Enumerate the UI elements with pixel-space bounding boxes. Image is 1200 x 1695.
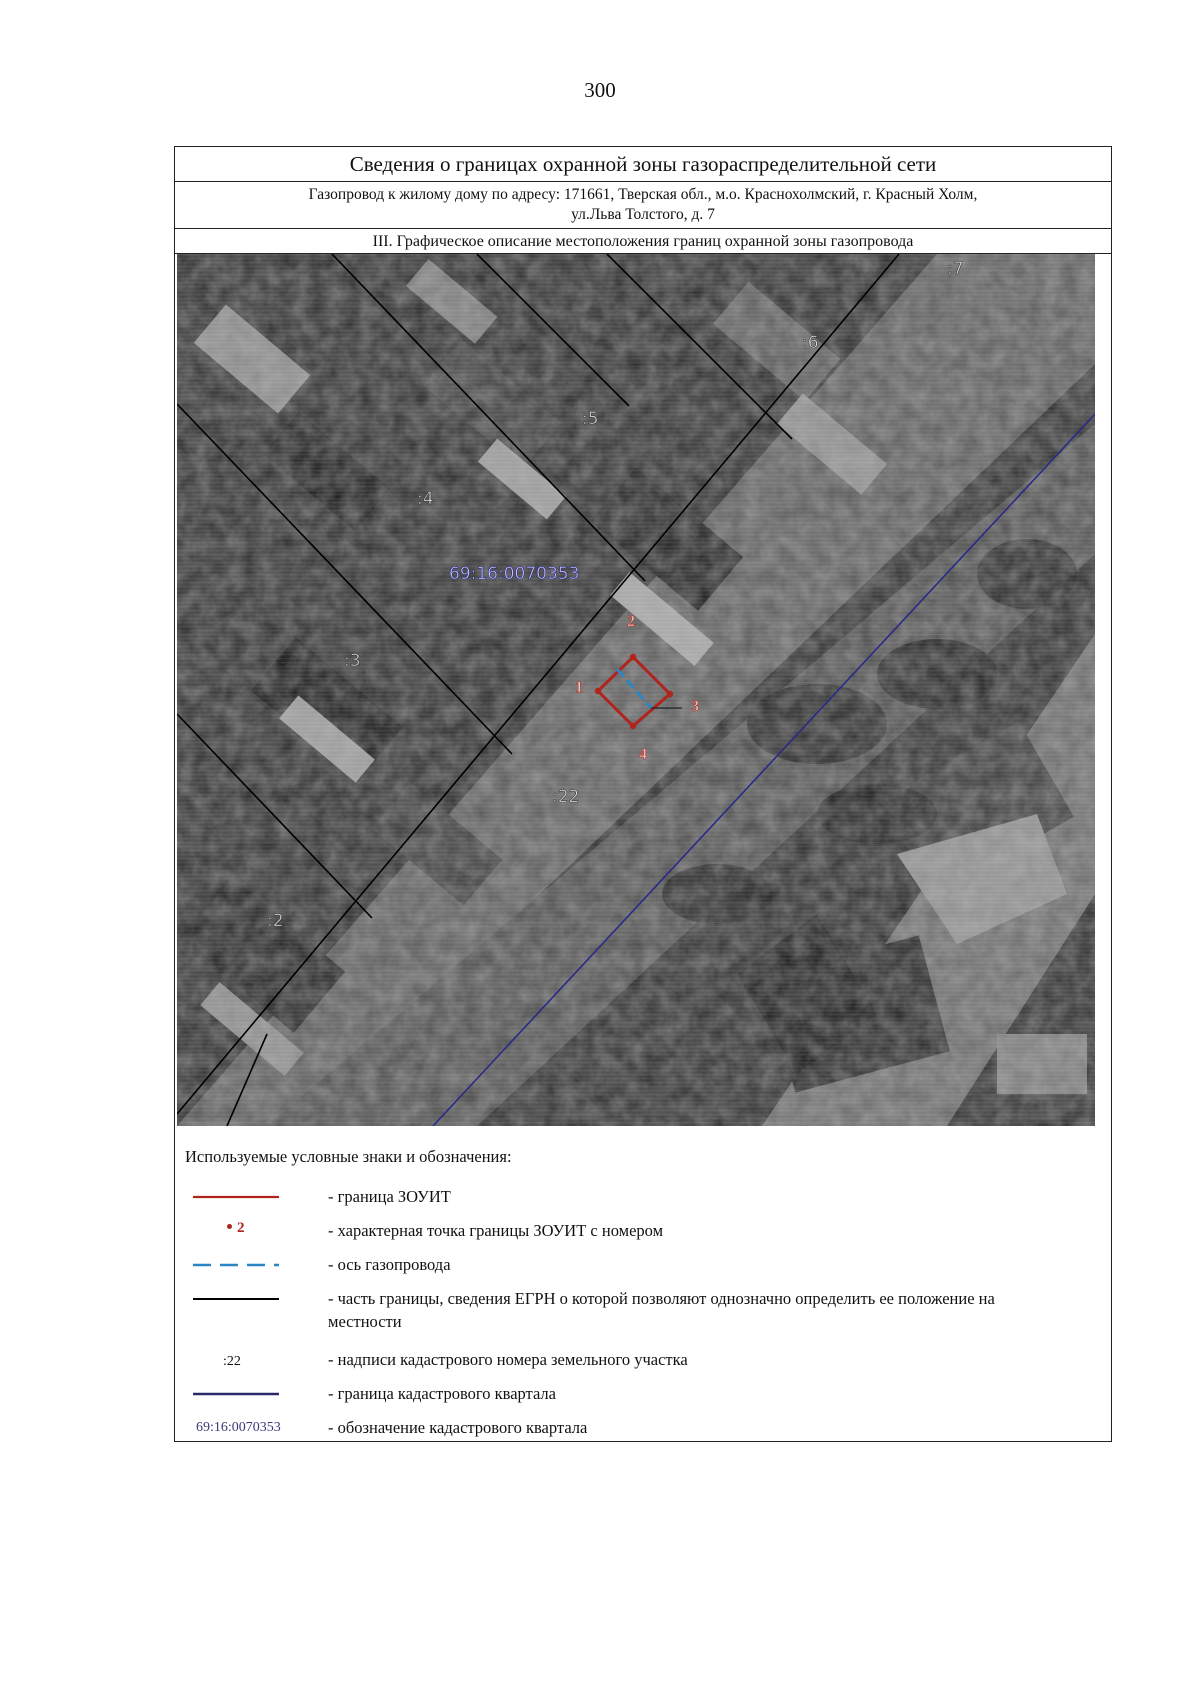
section-title: III. Графическое описание местоположения границ охранной зоны газопровода [175,229,1111,254]
legend-item-quarter-label [175,1413,1111,1443]
map-canvas [177,254,1095,1126]
blue-dashed-line-symbol [187,1250,287,1280]
parcel-label-3: :3 [344,651,361,671]
legend-label: - ось газопровода [328,1255,451,1274]
point-label-2: 2 [627,613,635,630]
navy-line-symbol [187,1379,287,1409]
legend-item-quarter-boundary [175,1379,1111,1409]
zone-point-1 [595,688,601,694]
red-point-symbol [187,1216,287,1246]
legend-label: - граница ЗОУИТ [328,1187,451,1206]
legend-item-parcel-boundary [175,1284,1111,1336]
quarter-label: 69:16:0070353 [449,564,580,584]
red-line-symbol [187,1182,287,1212]
address-line-1: Газопровод к жилому дому по адресу: 171661, Тверская обл., м.о. Краснохолмский, г. Красный Холм, [308,186,978,203]
legend-title: Используемые условные знаки и обозначения: [185,1147,512,1166]
parcel-label-2: :2 [267,911,284,931]
zone-point-3 [667,691,673,697]
legend-label: - надписи кадастрового номера земельного участка [328,1350,688,1369]
point-label-4: 4 [639,746,647,763]
aerial-map [177,254,1095,1126]
point-label-1: 1 [575,679,583,696]
point-number-sample: 2 [237,1220,245,1236]
legend-label: - характерная точка границы ЗОУИТ с номером [328,1221,664,1240]
parcel-label-sample: :22 [223,1354,241,1369]
point-label-3: 3 [691,698,699,715]
parcel-label-symbol [187,1345,287,1375]
legend-label: - граница кадастрового квартала [328,1384,556,1403]
parcel-label-5: :5 [582,409,599,429]
document-frame [174,146,1112,1442]
zone-point-4 [630,723,636,729]
scanlines [177,254,1095,1126]
legend-label: - обозначение кадастрового квартала [328,1418,588,1437]
document-title: Сведения о границах охранной зоны газораспределительной сети [175,147,1111,182]
legend-item-zone-point [175,1216,1111,1246]
quarter-label-sample: 69:16:0070353 [196,1420,281,1435]
quarter-label-symbol [187,1413,287,1443]
black-line-symbol [187,1284,287,1314]
legend-item-parcel-label [175,1345,1111,1375]
parcel-label-7: :7 [947,259,964,279]
legend-item-gas-axis [175,1250,1111,1280]
legend-item-zone-boundary [175,1182,1111,1212]
page-number: 300 [584,78,616,102]
legend-label: - часть границы, сведения ЕГРН о которой позволяют однозначно определить ее положение на местности [328,1289,995,1331]
zone-point-2 [630,654,636,660]
point-dot-icon [227,1224,232,1229]
address-line-2: ул.Льва Толстого, д. 7 [571,206,715,223]
address-block [175,182,1111,229]
parcel-label-22: :22 [552,787,580,807]
parcel-label-4: :4 [417,489,434,509]
parcel-label-6: :6 [802,333,819,353]
